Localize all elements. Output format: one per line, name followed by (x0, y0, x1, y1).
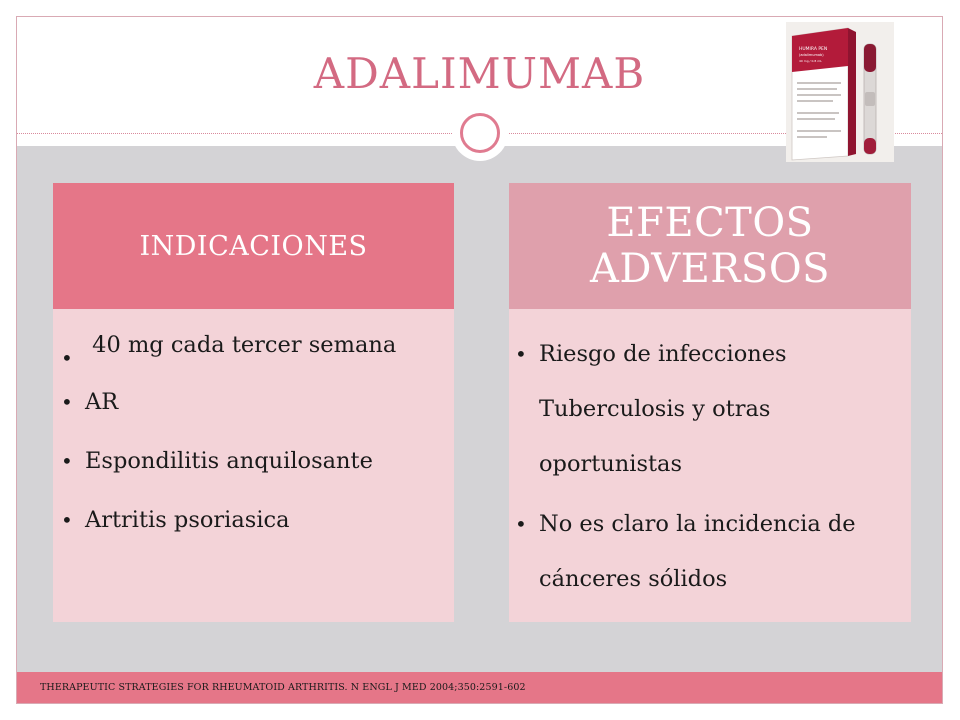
footer-reference: THERAPEUTIC STRATEGIES FOR RHEUMATOID ARTHRITIS. N ENGL J MED 2004;350:2591-602 (40, 682, 526, 693)
list-item-text: Espondilitis anquilosante (85, 448, 373, 474)
list-item-text: Artritis psoriasica (85, 507, 290, 533)
indicaciones-header: INDICACIONES (53, 183, 454, 309)
list-item (515, 327, 901, 492)
slide-title: ADALIMUMAB (313, 49, 646, 98)
list-item-text: No es claro la incidencia de cánceres sólidos (539, 511, 856, 592)
bullet-icon: • (61, 390, 73, 414)
list-item-text: AR (85, 389, 119, 415)
bullet-icon: • (61, 346, 73, 370)
list-item (61, 493, 444, 548)
svg-text:40 mg / 0.8 mL: 40 mg / 0.8 mL (799, 59, 822, 63)
bullet-icon: • (61, 508, 73, 532)
humira-pen-image (786, 22, 894, 162)
indicaciones-list (61, 318, 444, 548)
list-item-text: 40 mg cada tercer semana (85, 332, 397, 358)
efectos-adversos-list (515, 327, 901, 607)
list-item (61, 375, 444, 430)
medication-package-photo (786, 22, 894, 162)
list-item (61, 318, 444, 373)
bullet-icon: • (515, 512, 527, 536)
list-item-text: Riesgo de infecciones Tuberculosis y otras oportunistas (539, 341, 787, 477)
svg-text:HUMIRA PEN: HUMIRA PEN (799, 47, 828, 52)
efectos-adversos-body (509, 309, 911, 622)
bullet-icon: • (515, 342, 527, 366)
indicaciones-body (53, 309, 454, 622)
bullet-icon: • (61, 449, 73, 473)
circle-ornament-icon (452, 105, 508, 161)
circle-ring (460, 113, 500, 153)
list-item (515, 497, 901, 607)
list-item (61, 434, 444, 489)
svg-text:(adalimumab): (adalimumab) (799, 53, 824, 57)
efectos-adversos-header: EFECTOS ADVERSOS (509, 183, 911, 309)
